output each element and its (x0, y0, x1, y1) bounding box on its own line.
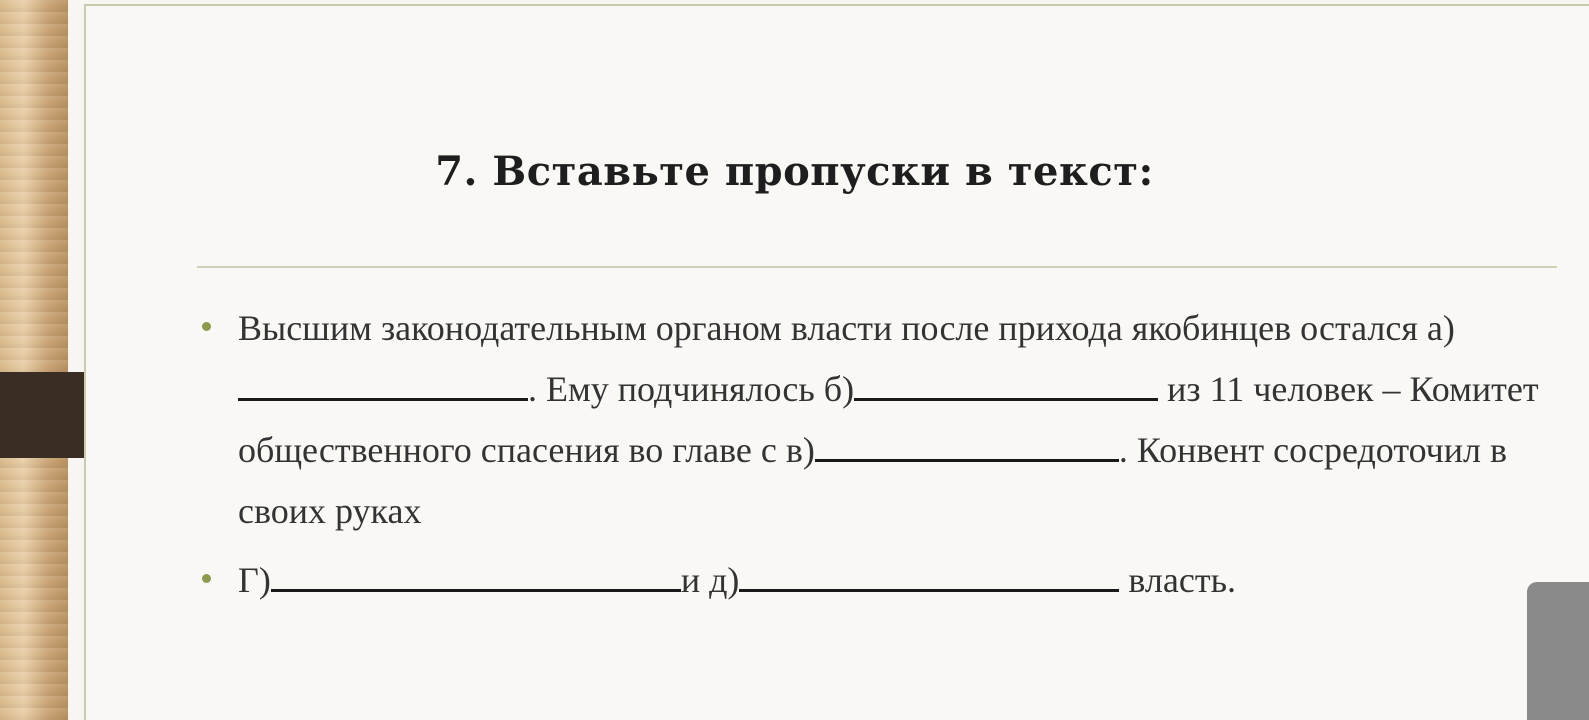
bullet1-text-part4: . Конвент сосредоточил в своих руках (238, 430, 1507, 531)
blank-g (271, 559, 681, 592)
bullet1-text-part3: из 11 человек – Комитет общественного спасения во главе с в) (238, 369, 1539, 470)
bullet2-text-part2: и д) (680, 560, 740, 600)
scroll-tab[interactable] (1527, 582, 1589, 720)
decorative-side-strip (0, 0, 68, 720)
bullet2-text-part1: Г) (238, 560, 271, 600)
bullet2-text-part3: власть. (1128, 560, 1236, 600)
bullet-item-2 (200, 550, 1540, 611)
bullet1-text-part2: . Ему подчинялось б) (528, 369, 855, 409)
bullet-dot-icon (202, 574, 211, 583)
slide-title (0, 148, 1589, 195)
blank-a (238, 368, 528, 401)
slide-title-text: 7. Вставьте пропуски в текст: (435, 148, 1154, 195)
blank-d (739, 559, 1119, 592)
blank-v (815, 429, 1119, 462)
title-divider (197, 266, 1557, 268)
bullet-item-1 (200, 298, 1540, 542)
blank-b (854, 368, 1158, 401)
bullet-list (200, 298, 1540, 611)
bullet1-text-part1: Высшим законодательным органом власти после прихода якобинцев остался а) (238, 308, 1455, 348)
bullet-dot-icon (202, 322, 211, 331)
